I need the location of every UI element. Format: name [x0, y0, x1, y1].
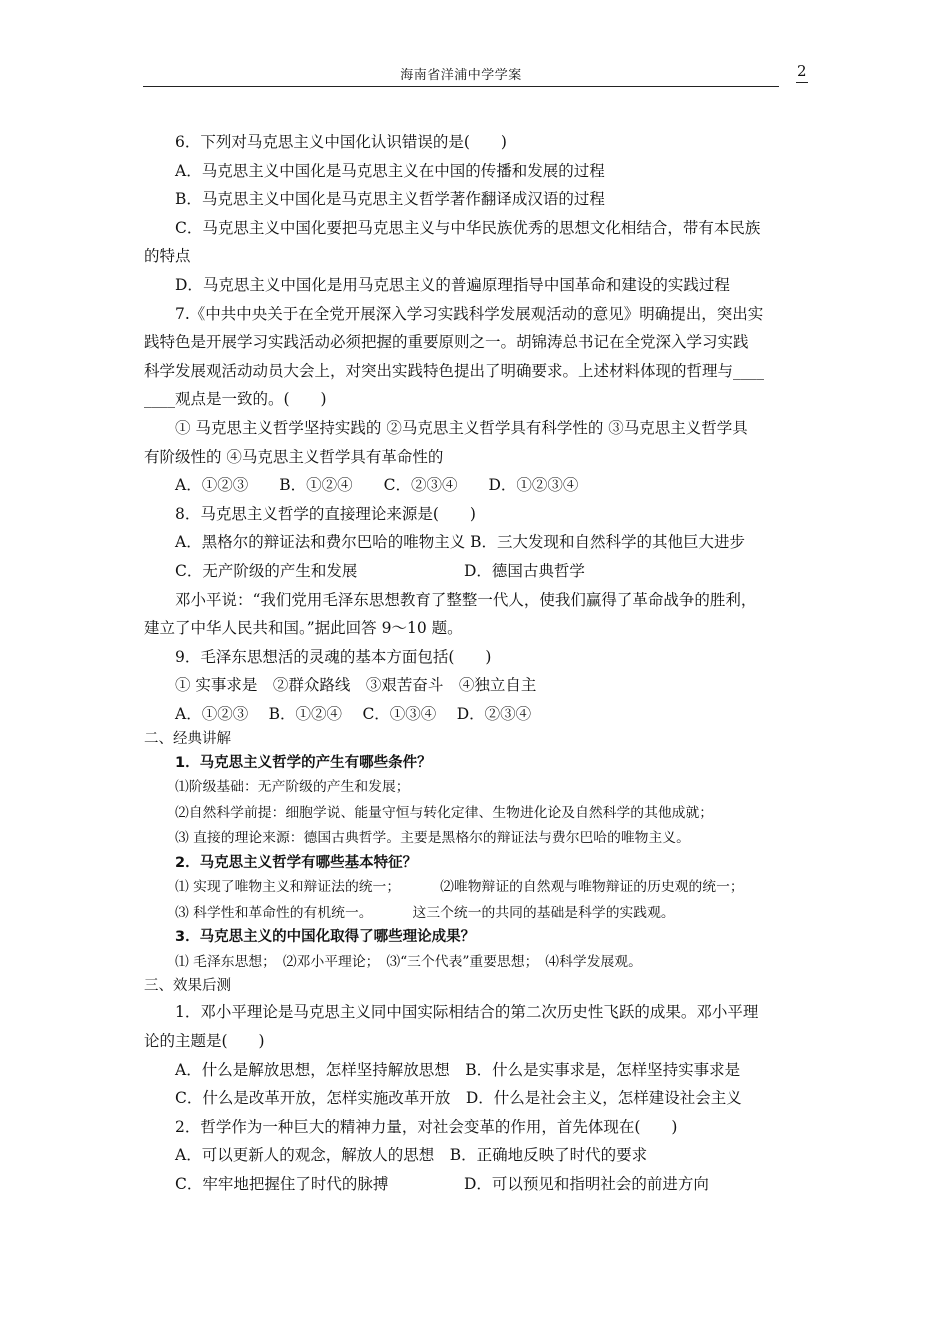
options-cd: C．什么是改革开放，怎样实施改革开放 D．什么是社会主义，怎样建设社会主义	[175, 1089, 742, 1108]
question-6	[144, 128, 814, 300]
options-ab: A．什么是解放思想，怎样坚持解放思想 B．什么是实事求是，怎样坚持实事求是	[175, 1060, 741, 1079]
explanation-answer: ⑵自然科学前提：细胞学说、能量守恒与转化定律、生物进化论及自然科学的其他成就；	[175, 804, 714, 821]
header-title: 海南省洋浦中学学案	[400, 68, 522, 83]
answer-choices: A．①②③ B．①②④ C．②③④ D．①②③④	[175, 476, 579, 495]
statement-options: ① 实事求是 ②群众路线 ③艰苦奋斗 ④独立自主	[175, 676, 537, 695]
question-stem-line: ____观点是一致的。( )	[144, 390, 327, 409]
document-body	[144, 128, 814, 1199]
material-line: 邓小平说：“我们党用毛泽东思想教育了整整一代人，使我们赢得了革命战争的胜利，	[175, 590, 757, 609]
material-line: 建立了中华人民共和国。”据此回答 9～10 题。	[144, 619, 463, 638]
option-b: B．马克思主义中国化是马克思主义哲学著作翻译成汉语的过程	[175, 190, 605, 209]
explanation-answer	[144, 875, 814, 900]
options-ab: A．可以更新人的观念，解放人的思想 B．正确地反映了时代的要求	[175, 1146, 648, 1165]
section-classic-explanation	[144, 728, 814, 974]
question-stem: 6．下列对马克思主义中国化认识错误的是( )	[175, 133, 507, 151]
option-c: C．马克思主义中国化要把马克思主义与中华民族优秀的思想文化相结合，带有本民族	[175, 218, 761, 237]
section-title: 三、效果后测	[144, 977, 231, 994]
explanation-question-2: 2．马克思主义哲学有哪些基本特征？	[175, 854, 418, 871]
explanation-answer: ⑶ 直接的理论来源：德国古典哲学。主要是黑格尔的辩证法与费尔巴哈的唯物主义。	[175, 830, 690, 847]
options-cd	[144, 557, 814, 586]
question-stem-line: 论的主题是( )	[144, 1032, 265, 1050]
options-ab: A．黑格尔的辩证法和费尔巴哈的唯物主义 B．三大发现和自然科学的其他巨大进步	[175, 533, 746, 552]
answer-choices: A．①②③ B．①②④ C．①③④ D．②③④	[175, 704, 532, 723]
answer-part: ⑴ 实现了唯物主义和辩证法的统一；	[175, 879, 401, 896]
option-c: C．牢牢地把握住了时代的脉搏	[175, 1174, 389, 1193]
section-post-test	[144, 975, 814, 1199]
question-9	[144, 643, 814, 729]
option-d: D．马克思主义中国化是用马克思主义的普遍原理指导中国革命和建设的实践过程	[175, 275, 730, 294]
explanation-answer: ⑴阶级基础：无产阶级的产生和发展；	[175, 779, 410, 796]
answer-part: 这三个统一的共同的基础是科学的实践观。	[412, 904, 675, 921]
question-stem: 1．邓小平理论是马克思主义同中国实际相结合的第二次历史性飞跃的成果。邓小平理	[175, 1003, 759, 1022]
question-stem-line: 科学发展观活动动员大会上，对突出实践特色提出了明确要求。上述材料体现的哲理与____	[144, 361, 765, 380]
question-stem-line: 践特色是开展学习实践活动必须把握的重要原则之一。胡锦涛总书记在全党深入学习实践	[144, 333, 749, 352]
section-title: 二、经典讲解	[144, 731, 231, 748]
option-d: D．德国古典哲学	[464, 561, 585, 580]
option-c-continued: 的特点	[144, 247, 191, 266]
question-stem: 8．马克思主义哲学的直接理论来源是( )	[175, 504, 476, 523]
question-stem: 9．毛泽东思想活的灵魂的基本方面包括( )	[175, 647, 492, 666]
explanation-answer: ⑴ 毛泽东思想； ⑵邓小平理论； ⑶“三个代表”重要思想； ⑷科学发展观。	[175, 953, 642, 970]
explanation-question-1: 1．马克思主义哲学的产生有哪些条件？	[175, 754, 432, 771]
option-a: A．马克思主义中国化是马克思主义在中国的传播和发展的过程	[175, 161, 605, 180]
answer-part: ⑶ 科学性和革命性的有机统一。	[175, 904, 373, 921]
question-8	[144, 500, 814, 586]
question-stem: 2．哲学作为一种巨大的精神力量，对社会变革的作用，首先体现在( )	[175, 1117, 678, 1136]
statement-options: ① 马克思主义哲学坚持实践的 ②马克思主义哲学具有科学性的 ③马克思主义哲学具	[175, 418, 748, 437]
answer-part: ⑵唯物辩证的自然观与唯物辩证的历史观的统一；	[440, 879, 744, 896]
page-header	[143, 64, 779, 87]
explanation-answer	[144, 901, 814, 926]
page-number: 2	[796, 62, 808, 83]
question-stem: 7.《中共中央关于在全党开展深入学习实践科学发展观活动的意见》明确提出，突出实	[175, 304, 764, 323]
options-cd	[144, 1170, 814, 1199]
question-7	[144, 300, 814, 500]
option-c: C．无产阶级的产生和发展	[175, 561, 358, 580]
option-d: D．可以预见和指明社会的前进方向	[464, 1174, 709, 1193]
statement-options-continued: 有阶级性的 ④马克思主义哲学具有革命性的	[144, 447, 444, 466]
material-passage	[144, 586, 814, 643]
explanation-question-3: 3．马克思主义的中国化取得了哪些理论成果？	[175, 929, 476, 945]
